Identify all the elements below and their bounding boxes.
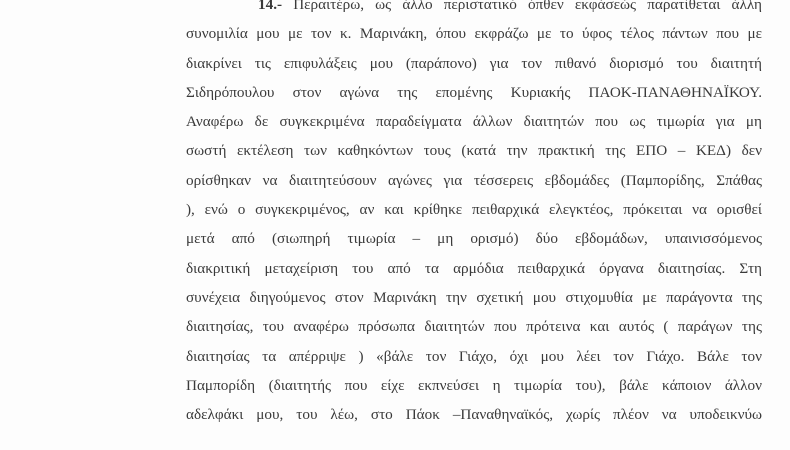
text-line: Αναφέρω δε συγκεκριμένα παραδείγματα άλλων διαιτητών που ως τιμωρία για μη [186, 113, 762, 131]
text-line: ορίσθηκαν να διαιτητεύσουν αγώνες για τέσσερεις εβδομάδες (Παμπορίδης, Σπάθας [186, 171, 762, 189]
text-line: σωστή εκτέλεση των καθηκόντων τους (κατά την πρακτική της ΕΠΟ – ΚΕΔ) δεν [186, 142, 762, 160]
text-line: 14.- Περαιτέρω, ως άλλο περιστατικό όπθεν εκφάσεώς παρατίθεται άλλη [186, 0, 762, 19]
text-line: διαιτησίας, του αναφέρω πρόσωπα διαιτητών που πρότεινα και αυτός ( παράγων της [186, 318, 762, 336]
text-line: διακριτική μεταχείριση του από τα αρμόδια πειθαρχικά όργανα διαιτησίας. Στη [186, 259, 762, 277]
text-line: Παμπορίδη (διαιτητής που είχε εκπνεύσει η τιμωρία του), βάλε κάποιον άλλον [186, 376, 762, 394]
text-line: συνομιλία μου με τον κ. Μαρινάκη, όπου εκφράζω με το ύφος τέλος πάντων που με [186, 25, 762, 43]
text-line: συνέχεια διηγούμενος στον Μαρινάκη την σχετική μου στιχομυθία με παράγοντα της [186, 288, 762, 306]
paragraph-number: 14.- [258, 0, 283, 13]
text-line: διακρίνει τις επιφυλάξεις μου (παράπονο) για τον πιθανό διορισμό του διαιτητή [186, 54, 762, 72]
text-line: Σιδηρόπουλου στον αγώνα της επομένης Κυριακής ΠΑΟΚ-ΠΑΝΑΘΗΝΑΪΚΟΥ. [186, 83, 762, 101]
document-body [186, 0, 762, 429]
text-line: διαιτησίας τα απέρριψε ) «βάλε τον Γιάχο, όχι μου λέει τον Γιάχο. Βάλε τον [186, 347, 762, 365]
text-line: ), ενώ ο συγκεκριμένος, αν και κρίθηκε πειθαρχικά ελεγκτέος, πρόκειται να ορισθεί [186, 201, 762, 219]
text-line: αδελφάκι μου, του λέω, στο Πάοκ –Παναθηναϊκός, χωρίς πλέον να υποδεικνύω [186, 406, 762, 424]
text-line: μετά από (σιωπηρή τιμωρία – μη ορισμό) δύο εβδομάδων, υπαινισσόμενος [186, 230, 762, 248]
